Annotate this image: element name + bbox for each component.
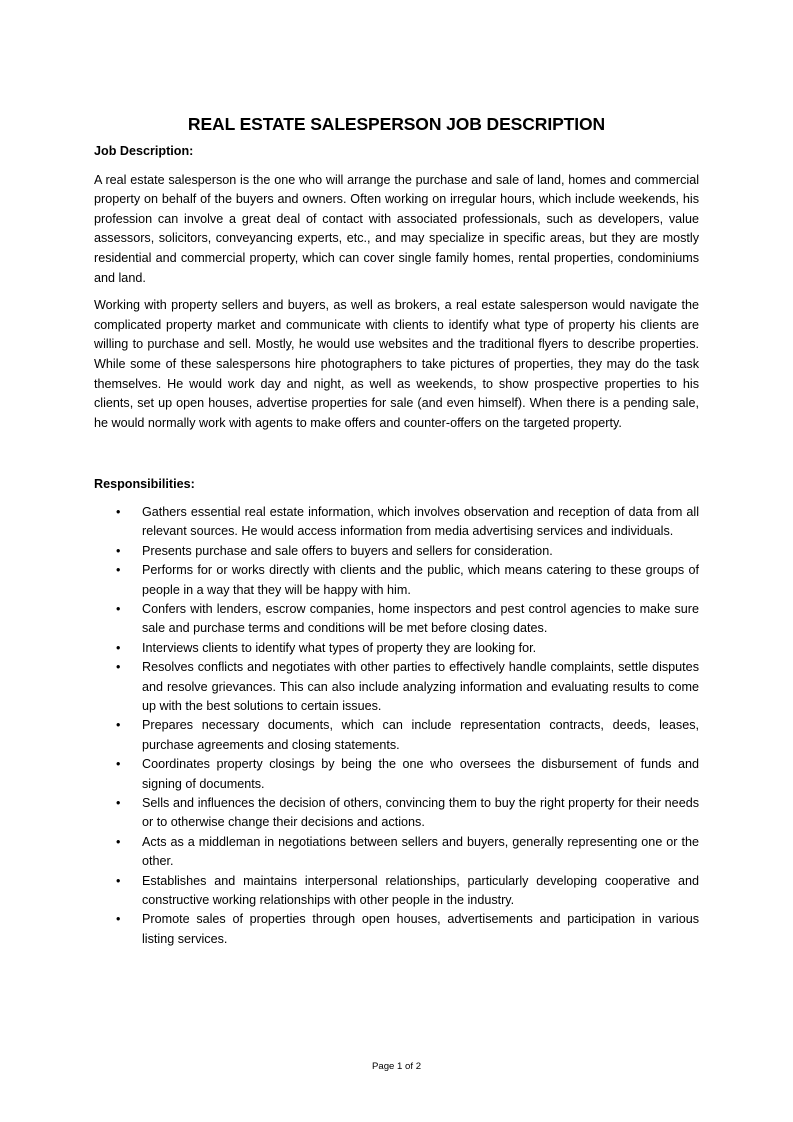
document-body	[94, 112, 699, 949]
bullet-icon: •	[116, 834, 121, 849]
list-item-text: Sells and influences the decision of others, convincing them to buy the right property for their needs or to otherwise change their decisions and actions.	[142, 796, 699, 830]
bullet-icon: •	[116, 543, 121, 558]
bullet-icon: •	[116, 660, 121, 675]
list-item	[94, 561, 699, 600]
bullet-icon: •	[116, 504, 121, 519]
job-description-paragraph-2: Working with property sellers and buyers, as well as brokers, a real estate salesperson would navigate the complicated property market and communicate with clients to identify what type of property his clients are willing to purchase and sell. Mostly, he would use websites and the traditional flyers to describe properties. While some of these salespersons hire photographers to take pictures of properties, they may do the task themselves. He would work day and night, as well as weekends, to show prospective properties to his clients, set up open houses, advertise properties for sale (and even himself). When there is a pending sale, he would normally work with agents to make offers and counter-offers on the targeted property.	[94, 298, 699, 430]
job-description-heading: Job Description:	[94, 144, 194, 158]
list-item-text: Performs for or works directly with clients and the public, which means catering to these groups of people in a way that they will be happy with him.	[142, 563, 699, 597]
list-item	[94, 639, 699, 658]
list-item	[94, 716, 699, 755]
responsibilities-heading: Responsibilities:	[94, 477, 195, 492]
bullet-icon: •	[116, 873, 121, 888]
list-item-text: Promote sales of properties through open houses, advertisements and participation in various listing services.	[142, 912, 699, 946]
job-description-paragraph-1: A real estate salesperson is the one who will arrange the purchase and sale of land, homes and commercial property on behalf of the buyers and owners. Often working on irregular hours, which include weekends, his profession can involve a great deal of contact with associated professionals, such as developers, value assessors, solicitors, conveyancing experts, etc., and may specialize in specific areas, but they are mostly residential and commercial property, which can cover single family homes, rental properties, condominiums and land.	[94, 172, 699, 285]
list-item	[94, 600, 699, 639]
bullet-icon: •	[116, 796, 121, 810]
list-item	[94, 542, 699, 561]
list-item-text: Interviews clients to identify what types of property they are looking for.	[142, 640, 537, 655]
list-item-text: Presents purchase and sale offers to buyers and sellers for consideration.	[142, 543, 553, 558]
list-item	[94, 833, 699, 872]
list-item	[94, 872, 699, 911]
list-item-text: Prepares necessary documents, which can include representation contracts, deeds, leases, purchase agreements and closing statements.	[142, 718, 699, 752]
page-number-footer: Page 1 of 2	[371, 1061, 422, 1072]
list-item-text: Coordinates property closings by being the one who oversees the disbursement of funds and signing of documents.	[142, 757, 699, 791]
list-item-text: Establishes and maintains interpersonal relationships, particularly developing cooperative and constructive working relationships with other people in the industry.	[142, 873, 699, 908]
list-item-text: Gathers essential real estate information, which involves observation and reception of data from all relevant sources. He would access information from media advertising services and individuals.	[142, 504, 699, 539]
bullet-icon: •	[116, 757, 121, 772]
list-item	[94, 658, 699, 716]
bullet-icon: •	[116, 640, 121, 655]
list-item	[94, 910, 699, 949]
list-item	[94, 794, 699, 833]
list-item	[94, 503, 699, 542]
document-title: REAL ESTATE SALESPERSON JOB DESCRIPTION	[187, 114, 606, 134]
bullet-icon: •	[116, 601, 121, 616]
list-item	[94, 755, 699, 794]
responsibilities-list	[94, 503, 699, 949]
bullet-icon: •	[116, 718, 121, 733]
list-item-text: Resolves conflicts and negotiates with other parties to effectively handle complaints, settle disputes and resolve grievances. This can also include analyzing information and evaluating results to come up with the best solutions to certain issues.	[142, 660, 699, 713]
list-item-text: Confers with lenders, escrow companies, home inspectors and pest control agencies to make sure sale and purchase terms and conditions will be met before closing dates.	[142, 601, 699, 636]
list-item-text: Acts as a middleman in negotiations between sellers and buyers, generally representing one or the other.	[142, 834, 699, 869]
bullet-icon: •	[116, 912, 121, 927]
bullet-icon: •	[116, 563, 121, 578]
